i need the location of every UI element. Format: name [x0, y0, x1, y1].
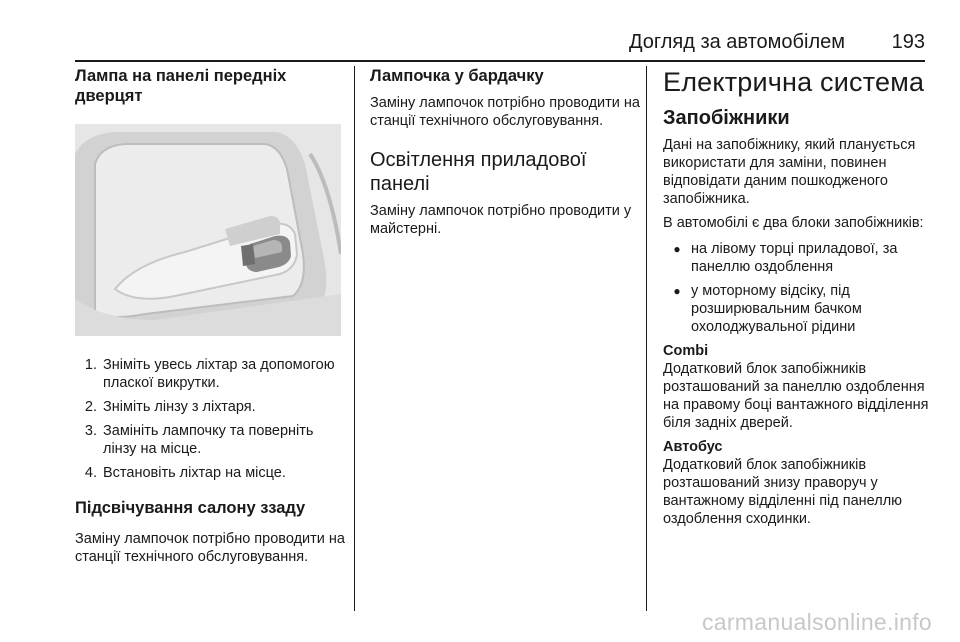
column-divider-2	[646, 66, 647, 611]
door-lamp-heading: Лампа на панелі передніх дверцят	[75, 67, 287, 105]
watermark: carmanualsonline.info	[701, 609, 932, 635]
bus-label: Автобус	[663, 439, 723, 455]
fuse-blocks-list	[663, 240, 931, 336]
page-number: 193	[891, 31, 925, 53]
column-3	[663, 66, 931, 528]
glovebox-heading: Лампочка у бардачку	[370, 67, 544, 85]
combi-text: Додатковий блок запобіжників розташований за панеллю оздоблення на правому боці вантажного відділення біля задніх дверей.	[663, 361, 929, 431]
fuses-heading: Запобіжники	[663, 107, 790, 129]
rear-lighting-text: Заміну лампочок потрібно проводити на станції технічного обслуговування.	[75, 531, 345, 565]
bullet-icon: ●	[673, 242, 681, 256]
glovebox-text: Заміну лампочок потрібно проводити на станції технічного обслуговування.	[370, 95, 640, 129]
header-title: Догляд за автомобілем	[628, 31, 845, 53]
fuses-intro: Дані на запобіжнику, який планується використати для заміни, повинен відповідати даним пошкодженого запобіжника.	[663, 137, 916, 207]
bus-text: Додатковий блок запобіжників розташований знизу праворуч у вантажному відділенні під панеллю оздоблення сходинки.	[663, 457, 903, 527]
bullet-icon: ●	[673, 284, 681, 298]
rear-lighting-heading: Підсвічування салону ззаду	[75, 499, 306, 517]
door-lamp-illustration	[75, 124, 341, 336]
column-divider-1	[354, 66, 355, 611]
list-item: ● у моторному відсіку, під розширювальним бачком охолоджувальної рідини	[663, 282, 931, 336]
fuse-blocks-intro: В автомобілі є два блоки запобіжників:	[663, 215, 924, 231]
combi-label: Combi	[663, 343, 709, 359]
list-item: ● на лівому торці приладової, за панеллю оздоблення	[663, 240, 931, 276]
page-header	[75, 28, 925, 62]
door-lamp-icon	[75, 124, 341, 336]
column-2	[370, 66, 640, 238]
steps-list	[75, 356, 345, 482]
instrument-panel-heading: Освітлення приладової панелі	[370, 149, 587, 195]
instrument-panel-text: Заміну лампочок потрібно проводити у майстерні.	[370, 203, 632, 237]
list-item: 2. Зніміть лінзу з ліхтаря.	[84, 399, 256, 415]
list-item: 4. Встановіть ліхтар на місце.	[84, 465, 286, 481]
column-1	[75, 66, 345, 566]
list-item: 1. Зніміть увесь ліхтар за допомогою пласкої викрутки.	[84, 357, 335, 391]
section-title: Електрична система	[663, 67, 925, 97]
list-item: 3. Замініть лампочку та поверніть лінзу на місце.	[84, 423, 314, 457]
